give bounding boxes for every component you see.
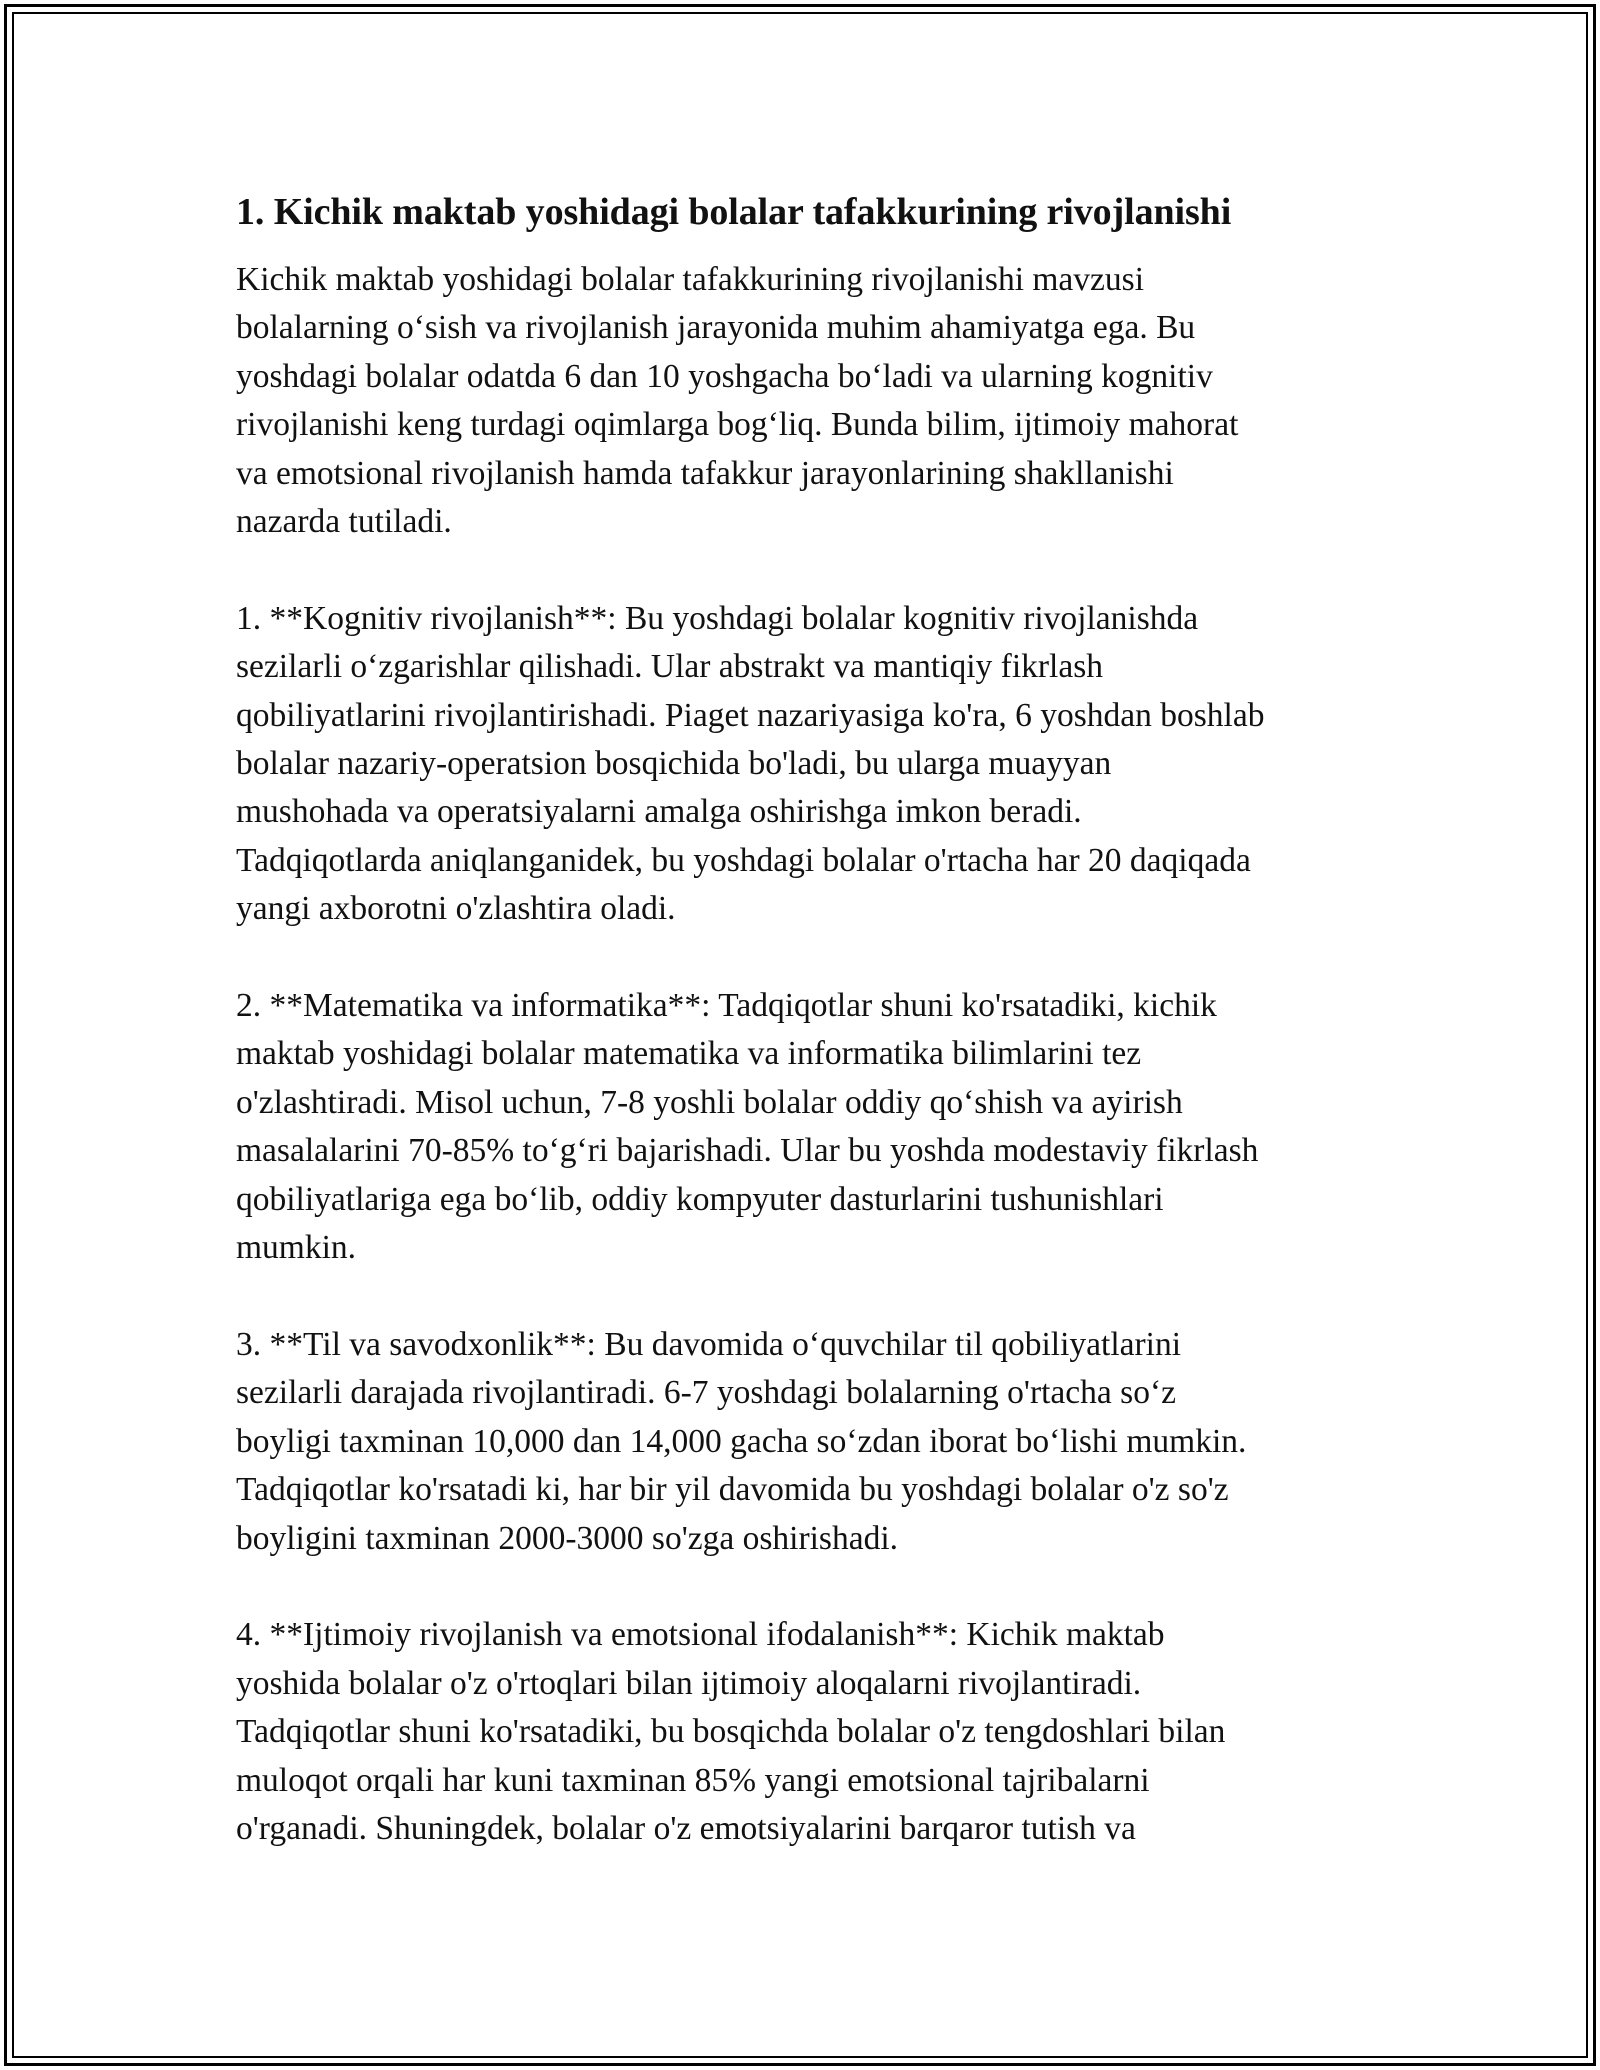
text-line: bolalar nazariy-operatsion bosqichida bo'ladi, bu ularga muayyan (236, 745, 1112, 783)
text-line: yoshida bolalar o'z o'rtoqlari bilan ijtimoiy aloqalarni rivojlantiradi. (236, 1664, 1142, 1702)
text-line: boyligi taxminan 10,000 dan 14,000 gacha soʻzdan iborat boʻlishi mumkin. (236, 1422, 1247, 1460)
text-line: Tadqiqotlar ko'rsatadi ki, har bir yil davomida bu yoshdagi bolalar o'z so'z (236, 1471, 1229, 1509)
text-line: qobiliyatlarini rivojlantirishadi. Piaget nazariyasiga ko'ra, 6 yoshdan boshlab (236, 696, 1265, 734)
intro-paragraph (236, 256, 1376, 546)
text-line: sezilarli darajada rivojlantiradi. 6-7 yoshdagi bolalarning o'rtacha soʻz (236, 1374, 1176, 1412)
text-line: sezilarli oʻzgarishlar qilishadi. Ular abstrakt va mantiqiy fikrlash (236, 648, 1104, 686)
section-heading: 1. Kichik maktab yoshidagi bolalar tafakkurining rivojlanishi (236, 191, 1232, 233)
text-line: 4. **Ijtimoiy rivojlanish va emotsional ifodalanish**: Kichik maktab (236, 1616, 1165, 1654)
text-line: yangi axborotni o'zlashtira oladi. (236, 890, 676, 928)
list-item-social-emotional (236, 1611, 1376, 1853)
list-item-cognitive-development (236, 595, 1376, 934)
text-line: muloqot orqali har kuni taxminan 85% yangi emotsional tajribalarni (236, 1761, 1150, 1799)
text-line: 1. **Kognitiv rivojlanish**: Bu yoshdagi bolalar kognitiv rivojlanishda (236, 599, 1199, 637)
text-line: nazarda tutiladi. (236, 503, 452, 541)
text-line: bolalarning oʻsish va rivojlanish jarayonida muhim ahamiyatga ega. Bu (236, 309, 1196, 347)
text-line: o'zlashtiradi. Misol uchun, 7-8 yoshli bolalar oddiy qoʻshish va ayirish (236, 1083, 1183, 1121)
text-line: masalalarini 70-85% toʻgʻri bajarishadi. Ular bu yoshda modestaviy fikrlash (236, 1132, 1259, 1170)
text-line: o'rganadi. Shuningdek, bolalar o'z emotsiyalarini barqaror tutish va (236, 1809, 1136, 1847)
text-line: mumkin. (236, 1229, 357, 1267)
text-line: Kichik maktab yoshidagi bolalar tafakkurining rivojlanishi mavzusi (236, 261, 1145, 298)
list-item-language-literacy (236, 1321, 1376, 1563)
text-line: qobiliyatlariga ega boʻlib, oddiy kompyuter dasturlarini tushunishlari (236, 1180, 1164, 1218)
text-line: 2. **Matematika va informatika**: Tadqiqotlar shuni ko'rsatadiki, kichik (236, 987, 1217, 1025)
text-line: Tadqiqotlarda aniqlanganidek, bu yoshdagi bolalar o'rtacha har 20 daqiqada (236, 841, 1251, 879)
text-line: 3. **Til va savodxonlik**: Bu davomida oʻquvchilar til qobiliyatlarini (236, 1325, 1182, 1363)
text-line: Tadqiqotlar shuni ko'rsatadiki, bu bosqichda bolalar o'z tengdoshlari bilan (236, 1713, 1226, 1751)
text-line: maktab yoshidagi bolalar matematika va informatika bilimlarini tez (236, 1035, 1142, 1073)
list-item-math-informatics (236, 982, 1376, 1272)
document-body (236, 186, 1376, 1853)
text-line: yoshdagi bolalar odatda 6 dan 10 yoshgacha boʻladi va ularning kognitiv (236, 357, 1213, 395)
text-line: va emotsional rivojlanish hamda tafakkur jarayonlarining shakllanishi (236, 454, 1174, 492)
text-line: mushohada va operatsiyalarni amalga oshirishga imkon beradi. (236, 793, 1082, 831)
text-line: rivojlanishi keng turdagi oqimlarga bogʻliq. Bunda bilim, ijtimoiy mahorat (236, 406, 1239, 444)
text-line: boyligini taxminan 2000-3000 so'zga oshirishadi. (236, 1519, 899, 1557)
